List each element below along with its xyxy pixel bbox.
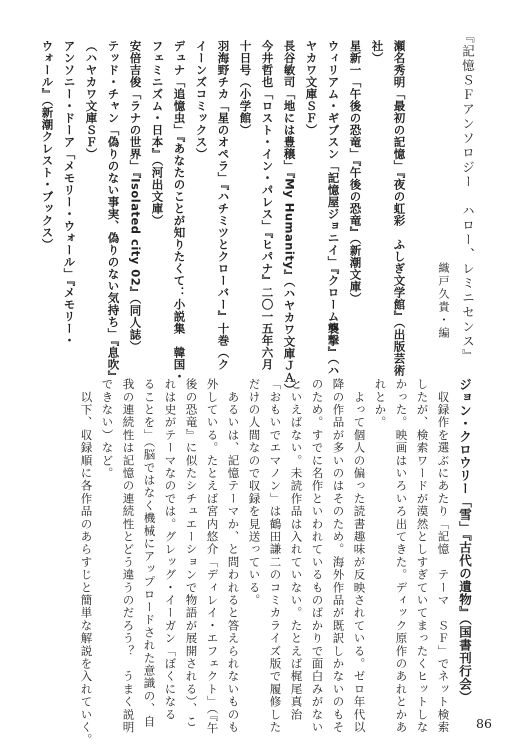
entry-line: ウィリアム・ギブスン「記憶屋ジョニイ」『クローム襲撃』（ハ: [326, 40, 341, 377]
review-line: れは史がテーマなのでは。グレッグ・イーガン「ぼくになる: [163, 378, 178, 721]
review-line: れとか。: [373, 378, 388, 429]
review-line: 降の作品が多いのはそのため。海外作品が既訳しかないのもそ: [331, 378, 346, 734]
review-line: ることを」（脳ではなく機械にアップロードされた意識の、自: [142, 378, 157, 728]
entry-line: 今井哲也「ロスト・イン・パレス」『ヒパナ』二〇一五年六月: [260, 40, 275, 371]
entry-line: 羽海野チカ「星のオペラ」『ハチミツとクローバー』十巻（ク: [216, 40, 231, 371]
review-line: 外している。たとえば宮内悠介「ディレイ・エフェクト」（『午: [205, 378, 220, 735]
entry-line: 星新一「午後の恐竜」『午後の恐竜』（新潮文庫）: [348, 40, 363, 305]
entry-line: 瀬名秀明「最初の記憶」『夜の虹彩 ふしぎ文学館』（出版芸術: [392, 40, 407, 377]
review-line: かった。映画はいろいろ出てきた。ディック原作のあれとかあ: [394, 378, 409, 734]
review-line: 後の恐竜』に似たシチュエーションで物語が展開される）、こ: [184, 378, 199, 728]
anthology-title: 『記憶ＳＦアンソロジー ハロー、レミニセンス』: [460, 30, 476, 364]
review-line: あるいは、記憶テーマか、と問われると答えられないものも: [226, 378, 241, 734]
review-line: できない）など。: [100, 378, 115, 480]
entry-line: 長谷敏司「地には豊穣」『My Humanity』（ハヤカワ文庫ＪＡ）: [282, 40, 297, 396]
entry-line: アンソニー・ドーア「メモリー・ウォール」『メモリー・: [62, 40, 77, 347]
review-line: したが、検索ワードが漠然としすぎていてまったくヒットしな: [415, 378, 430, 734]
entry-line: 十日号（小学館）: [238, 40, 253, 136]
entry-line: フェミニズム・日本』（河出文庫）: [150, 40, 165, 227]
entry-line: （ハヤカワ文庫ＳＦ）: [84, 40, 99, 160]
review-line: 収録作を選ぶにあたり「記憶 テーマ ＳＦ」でネット検索: [436, 378, 451, 734]
entry-line: ヤカワ文庫ＳＦ）: [304, 40, 319, 136]
review-line: だけの人間なので収録を見送っている。: [247, 378, 262, 607]
entry-line: 社）: [370, 40, 385, 64]
entry-line: デュナ「追憶虫」『あなたのことが知りたくて：小説集 韓国・: [172, 40, 187, 383]
entry-line: イーンズコミックス）: [194, 40, 209, 160]
review-line: といえばない。未読作品は入れていない。たとえば梶尾真治: [289, 378, 304, 721]
entry-line: 安倍吉俊「ラナの世界」『Isolated city 02』（同人誌）: [128, 40, 143, 353]
review-line: よって個人の偏った読書趣味が反映されている。ゼロ年代以: [352, 378, 367, 734]
entry-line: テッド・チャン「偽りのない事実、偽りのない気持ち」『息吹』: [106, 40, 121, 383]
page-number: 86: [476, 716, 492, 731]
anthology-editor: 織戸久貴・編: [437, 262, 450, 340]
review-line: 我の連続性は記憶の連続性とどう違うのだろう？ うまく説明: [121, 378, 136, 734]
review-line: のため。すでに名作といわれているものばかりで面白みがない: [310, 378, 325, 734]
review-heading: ジョン・クロウリー「雪」『古代の遺物』（国書刊行会）: [457, 378, 473, 704]
review-line: 以下、収録順に各作品のあらすじと簡単な解説を入れていく。: [79, 378, 94, 747]
review-line: 「おもいでエマノン」は鶴田謙二のコミカライズ版で履修した: [268, 378, 283, 734]
entry-line: ウォール』（新潮クレスト・ブックス）: [40, 40, 55, 251]
